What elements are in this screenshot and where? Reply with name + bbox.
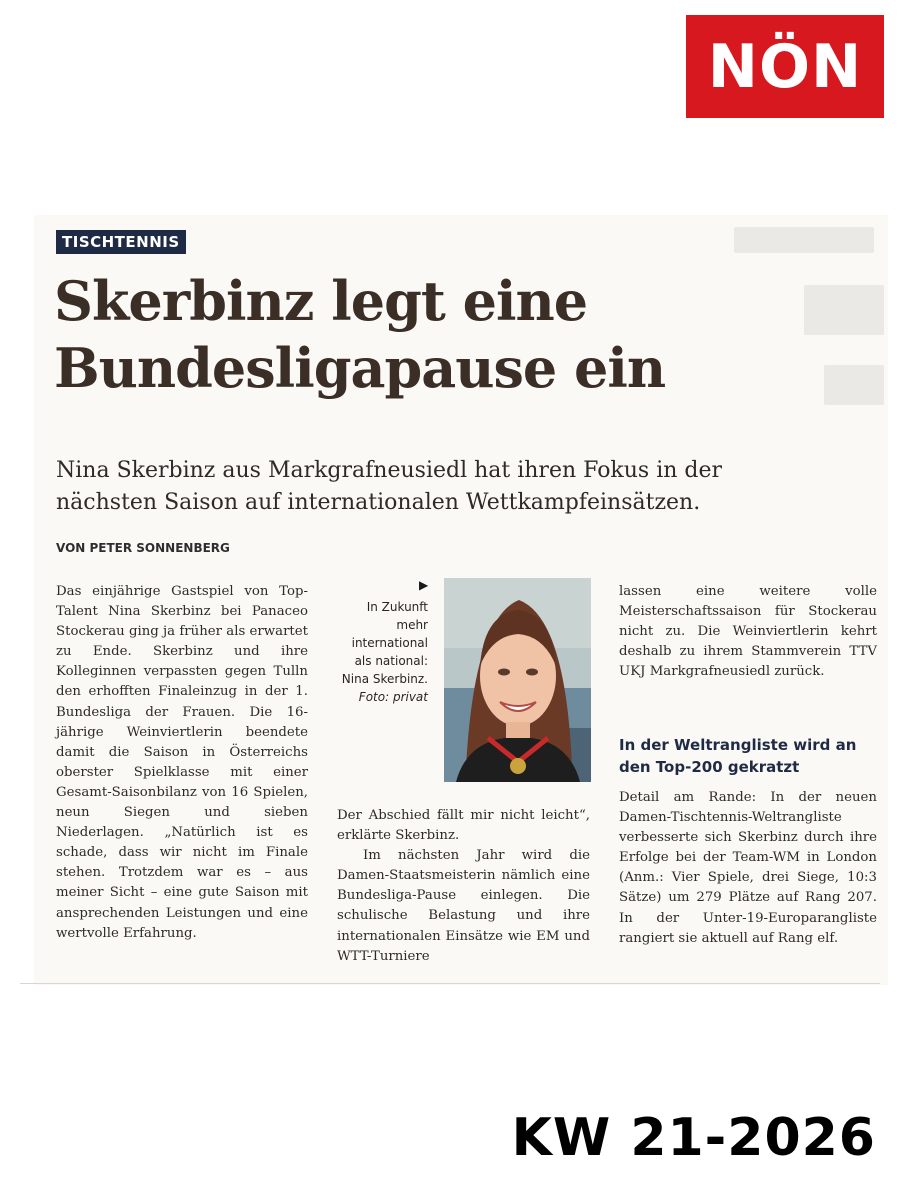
- article-headline: Skerbinz legt eine Bundesligapause ein: [54, 269, 666, 400]
- photo-caption: [336, 598, 428, 706]
- body-column-3-continued: [619, 788, 877, 949]
- body-column-2: [337, 806, 590, 967]
- byline: VON PETER SONNENBERG: [56, 541, 230, 555]
- clipping-bottom-rule: [20, 983, 880, 984]
- section-subheading: In der Weltrangliste wird an den Top-200 gekratzt: [619, 736, 857, 776]
- paragraph: Detail am Rande: In der neuen Damen-Tischtennis-Weltrangliste verbesserte sich Skerbinz durch ihre Erfolge bei der Team-WM in London (Anm.: Vier Spiele, drei Siege, 10:3 Sätze) um 279 Plätze auf Rang 207. In der Unter-19-Europarangliste rangiert sie aktuell auf Rang elf.: [619, 790, 877, 946]
- article-lead: Nina Skerbinz aus Markgrafneusiedl hat ihren Fokus in der nächsten Saison auf internationalen Wettkampfeinsätzen.: [56, 458, 723, 515]
- calendar-week-label: KW 21-2026: [511, 1108, 876, 1168]
- paragraph: Im nächsten Jahr wird die Damen-Staatsmeisterin nämlich eine Bundesliga-Pause einlegen. Die schulische Belastung und ihre internationalen Einsätze wie EM und WTT-Turniere: [337, 848, 590, 964]
- paragraph: lassen eine weitere volle Meisterschaftssaison für Stockerau nicht zu. Die Weinviertlerin kehrt deshalb zu ihrem Stammverein TTV UKJ Markgrafneusiedl zurück.: [619, 584, 877, 680]
- photo-credit: Foto: privat: [358, 690, 428, 704]
- section-kicker: TISCHTENNIS: [56, 230, 186, 254]
- caption-arrow-icon: ▶: [419, 578, 429, 592]
- paragraph: Der Abschied fällt mir nicht leicht“, erklärte Skerbinz.: [337, 808, 590, 844]
- paragraph: Das einjährige Gastspiel von Top-Talent Nina Skerbinz bei Panaceo Stockerau ging ja früher als erwartet zu Ende. Skerbinz und ihre Kolleginnen verpassten gegen Tulln den erhofften Finaleinzug in der 1. Bundesliga der Frauen. Die 16-jährige Weinviertlerin beendete damit die Saison in Österreichs oberster Spielklasse mit einer Gesamt-Saisonbilanz von 16 Spielen, neun Siegen und sieben Niederlagen. „Natürlich ist es schade, dass wir nicht im Finale stehen. Trotzdem war es – aus meiner Sicht – eine gute Saison mit ansprechenden Leistungen und eine wertvolle Erfahrung.: [56, 584, 308, 941]
- body-column-1: [56, 582, 308, 944]
- body-column-3: [619, 582, 877, 682]
- noen-logo: NÖN: [686, 15, 884, 118]
- player-photo: [444, 578, 591, 782]
- caption-text: In Zukunft mehr international als national: Nina Skerbinz.: [341, 600, 428, 686]
